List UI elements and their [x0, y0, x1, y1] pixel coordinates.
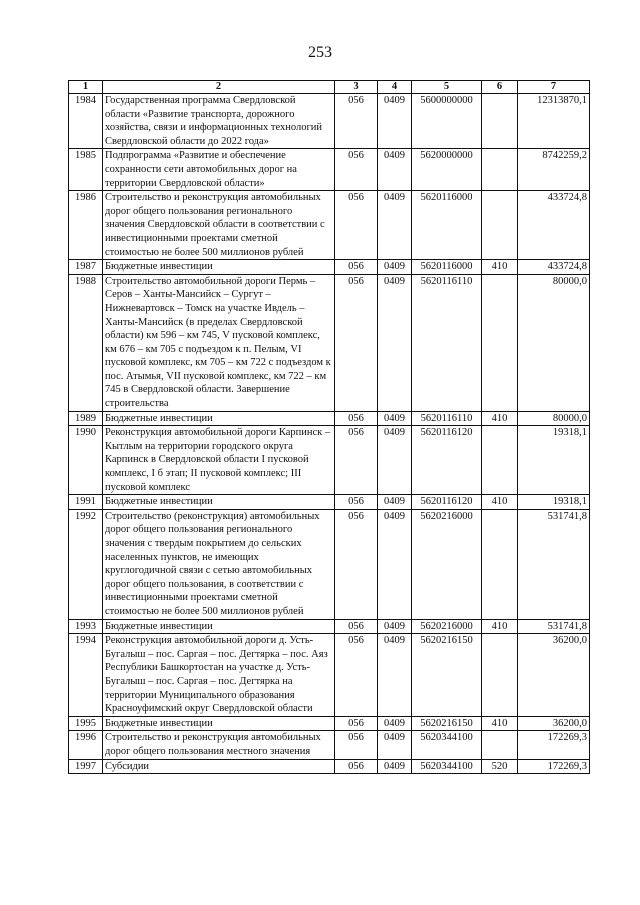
row-razdel: 0409 — [378, 509, 412, 619]
row-razdel: 0409 — [378, 619, 412, 634]
row-name: Бюджетные инвестиции — [103, 619, 335, 634]
row-number: 1997 — [69, 759, 103, 774]
row-name: Государственная программа Свердловской области «Развитие транспорта, дорожного хозяйства, связи и информационных технологий Свердловской области до 2022 года» — [103, 94, 335, 149]
row-name: Строительство (реконструкция) автомобильных дорог общего пользования регионального значения с твердым покрытием до сельских населенных пунктов, не имеющих круглогодичной связи с сетью автомобильных дорог общего пользования, в соответствии с инвестиционными проектами сметной стоимостью не более 500 миллионов рублей — [103, 509, 335, 619]
table-row — [69, 149, 590, 191]
row-vr — [482, 426, 518, 495]
row-vr: 410 — [482, 619, 518, 634]
row-ved: 056 — [335, 274, 378, 411]
row-csr: 5620216150 — [412, 716, 482, 731]
row-sum: 36200,0 — [518, 634, 590, 717]
table-row — [69, 731, 590, 759]
row-ved: 056 — [335, 509, 378, 619]
row-sum: 531741,8 — [518, 619, 590, 634]
table-row — [69, 495, 590, 510]
row-csr: 5620116120 — [412, 495, 482, 510]
row-name: Строительство автомобильной дороги Пермь – Серов – Ханты-Мансийск – Сургут – Нижневартовск – Томск на участке Ивдель – Ханты-Мансийск (в пределах Свердловской области) км 596 – км 745, V пусковой комплекс, км 676 – км 705 с подъездом к п. Пелым, VI пусковой комплекс, км 705 – км 722 с подъездом к пос. Атымья, VII пусковой комплекс, км 722 – км 745 в Свердловской области. Завершение строительства — [103, 274, 335, 411]
row-csr: 5620000000 — [412, 149, 482, 191]
header-row — [69, 81, 590, 94]
row-number: 1995 — [69, 716, 103, 731]
row-vr: 520 — [482, 759, 518, 774]
row-name: Субсидии — [103, 759, 335, 774]
row-number: 1988 — [69, 274, 103, 411]
row-csr: 5620116000 — [412, 260, 482, 275]
row-vr: 410 — [482, 716, 518, 731]
header-cell: 1 — [69, 81, 103, 94]
row-number: 1987 — [69, 260, 103, 275]
table-row — [69, 619, 590, 634]
table-row — [69, 260, 590, 275]
table-row — [69, 411, 590, 426]
row-vr — [482, 274, 518, 411]
table-row — [69, 426, 590, 495]
row-ved: 056 — [335, 619, 378, 634]
row-number: 1989 — [69, 411, 103, 426]
row-razdel: 0409 — [378, 411, 412, 426]
row-razdel: 0409 — [378, 426, 412, 495]
row-razdel: 0409 — [378, 759, 412, 774]
row-sum: 531741,8 — [518, 509, 590, 619]
row-ved: 056 — [335, 94, 378, 149]
row-sum: 433724,8 — [518, 191, 590, 260]
row-name: Бюджетные инвестиции — [103, 260, 335, 275]
table-row — [69, 634, 590, 717]
row-ved: 056 — [335, 731, 378, 759]
row-sum: 19318,1 — [518, 426, 590, 495]
row-ved: 056 — [335, 716, 378, 731]
row-csr: 5620116110 — [412, 411, 482, 426]
row-vr — [482, 149, 518, 191]
row-name: Строительство и реконструкция автомобильных дорог общего пользования местного значения — [103, 731, 335, 759]
row-number: 1994 — [69, 634, 103, 717]
row-ved: 056 — [335, 495, 378, 510]
table-row — [69, 191, 590, 260]
page-number: 253 — [308, 44, 332, 61]
row-name: Бюджетные инвестиции — [103, 716, 335, 731]
row-csr: 5620216000 — [412, 509, 482, 619]
table-row — [69, 274, 590, 411]
row-sum: 80000,0 — [518, 411, 590, 426]
row-csr: 5620216000 — [412, 619, 482, 634]
row-razdel: 0409 — [378, 260, 412, 275]
table-row — [69, 94, 590, 149]
row-name: Реконструкция автомобильной дороги д. Усть-Бугалыш – пос. Саргая – пос. Дегтярка – пос. Аяз Республики Башкортостан на участке д. Усть-Бугалыш – пос. Саргая – пос. Дегтярка на территории Муниципального образования Красноуфимский округ Свердловской области — [103, 634, 335, 717]
row-ved: 056 — [335, 426, 378, 495]
row-number: 1993 — [69, 619, 103, 634]
row-ved: 056 — [335, 759, 378, 774]
row-sum: 433724,8 — [518, 260, 590, 275]
row-number: 1984 — [69, 94, 103, 149]
row-sum: 8742259,2 — [518, 149, 590, 191]
row-number: 1992 — [69, 509, 103, 619]
header-cell: 6 — [482, 81, 518, 94]
row-vr — [482, 509, 518, 619]
row-vr — [482, 731, 518, 759]
row-sum: 36200,0 — [518, 716, 590, 731]
row-csr: 5620216150 — [412, 634, 482, 717]
row-csr: 5620344100 — [412, 759, 482, 774]
row-number: 1990 — [69, 426, 103, 495]
row-sum: 172269,3 — [518, 731, 590, 759]
row-sum: 19318,1 — [518, 495, 590, 510]
row-razdel: 0409 — [378, 634, 412, 717]
row-name: Бюджетные инвестиции — [103, 495, 335, 510]
row-razdel: 0409 — [378, 495, 412, 510]
row-name: Строительство и реконструкция автомобильных дорог общего пользования регионального значения Свердловской области в соответствии с инвестиционными проектами сметной стоимостью не более 500 миллионов рублей — [103, 191, 335, 260]
row-csr: 5600000000 — [412, 94, 482, 149]
table-row — [69, 759, 590, 774]
row-csr: 5620116110 — [412, 274, 482, 411]
row-vr: 410 — [482, 495, 518, 510]
row-razdel: 0409 — [378, 731, 412, 759]
row-vr — [482, 191, 518, 260]
row-razdel: 0409 — [378, 94, 412, 149]
row-razdel: 0409 — [378, 149, 412, 191]
row-number: 1996 — [69, 731, 103, 759]
row-vr — [482, 94, 518, 149]
row-ved: 056 — [335, 149, 378, 191]
row-sum: 12313870,1 — [518, 94, 590, 149]
table-row — [69, 716, 590, 731]
row-vr: 410 — [482, 411, 518, 426]
row-csr: 5620116000 — [412, 191, 482, 260]
table-row — [69, 509, 590, 619]
row-vr: 410 — [482, 260, 518, 275]
row-razdel: 0409 — [378, 716, 412, 731]
row-number: 1986 — [69, 191, 103, 260]
header-cell: 4 — [378, 81, 412, 94]
row-ved: 056 — [335, 191, 378, 260]
header-cell: 3 — [335, 81, 378, 94]
row-razdel: 0409 — [378, 274, 412, 411]
header-cell: 7 — [518, 81, 590, 94]
row-ved: 056 — [335, 411, 378, 426]
row-razdel: 0409 — [378, 191, 412, 260]
header-cell: 5 — [412, 81, 482, 94]
budget-table — [68, 80, 590, 774]
row-name: Подпрограмма «Развитие и обеспечение сохранности сети автомобильных дорог на территории Свердловской области» — [103, 149, 335, 191]
row-csr: 5620116120 — [412, 426, 482, 495]
row-vr — [482, 634, 518, 717]
header-cell: 2 — [103, 81, 335, 94]
row-name: Реконструкция автомобильной дороги Карпинск – Кытлым на территории городского округа Карпинск в Свердловской области I пусковой комплекс, I б этап; II пусковой комплекс; III пусковой комплекс — [103, 426, 335, 495]
row-ved: 056 — [335, 260, 378, 275]
row-number: 1991 — [69, 495, 103, 510]
row-sum: 80000,0 — [518, 274, 590, 411]
row-number: 1985 — [69, 149, 103, 191]
row-sum: 172269,3 — [518, 759, 590, 774]
row-ved: 056 — [335, 634, 378, 717]
row-name: Бюджетные инвестиции — [103, 411, 335, 426]
row-csr: 5620344100 — [412, 731, 482, 759]
